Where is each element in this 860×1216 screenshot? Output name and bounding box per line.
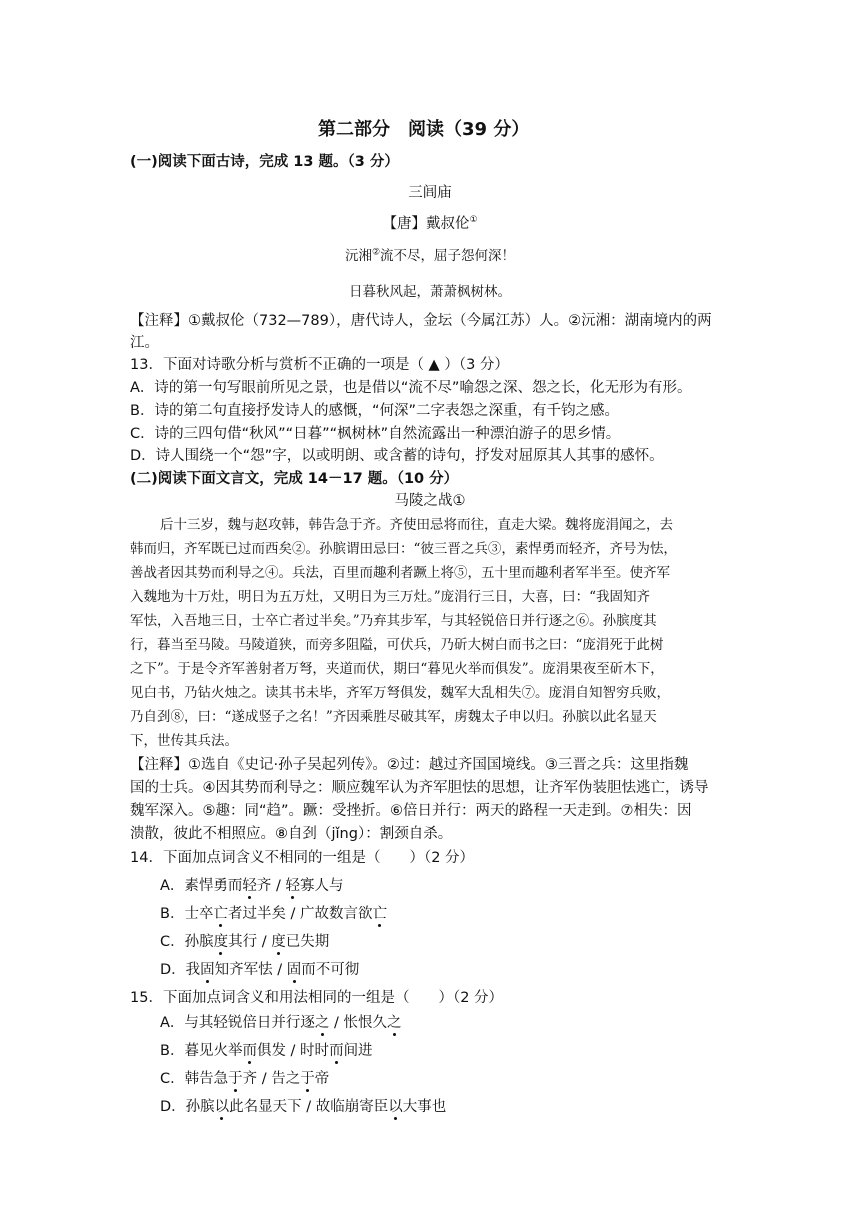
- dotted-word: 而: [242, 1043, 257, 1059]
- q15-option-c: [160, 1069, 329, 1089]
- poem-title: 三闾庙: [408, 185, 452, 201]
- option-text: 知齐军怯 /: [214, 962, 287, 978]
- question-14: 14．下面加点词含义不相同的一组是（ ）（2 分）: [130, 850, 475, 866]
- option-text: 俱发 / 时时: [256, 1043, 330, 1059]
- section-title: 第二部分 阅读（39 分）: [318, 119, 530, 140]
- option-letter: A．: [160, 878, 185, 894]
- option-text: 间进: [343, 1043, 373, 1059]
- dotted-word: 度: [271, 934, 286, 950]
- question-15: 15．下面加点词含义和用法相同的一组是（ ）（2 分）: [130, 990, 504, 1006]
- option-text: 士卒: [184, 906, 214, 922]
- option-text: 韩告急: [184, 1071, 229, 1087]
- q15-option-d: [160, 1097, 446, 1117]
- passage-line: 后十三岁，魏与赵攻韩，韩告急于齐。齐使田忌将而往，直走大梁。魏将庞涓闻之，去: [160, 517, 673, 533]
- option-letter: A．: [160, 1015, 185, 1031]
- poem-line-1-footnote-mark: ②: [371, 247, 381, 258]
- poem-line-2: 日暮秋风起，萧萧枫树林。: [349, 284, 511, 300]
- dotted-word: 之: [314, 1015, 330, 1031]
- question-13: 13．下面对诗歌分析与赏析不正确的一项是（ ▲ ）（3 分）: [130, 357, 509, 373]
- passage-line: 善战者因其势而利导之④。兵法，百里而趣利者蹶上将⑤，五十里而趣利者军半至。使齐军: [130, 565, 670, 581]
- q13-option-a: A．诗的第一句写眼前所见之景，也是借以“流不尽”喻怨之深、怨之长，化无形为有形。: [130, 380, 692, 396]
- dotted-word: 亡: [372, 906, 388, 922]
- dotted-word: 以: [214, 1099, 230, 1115]
- option-letter: C．: [160, 1071, 185, 1087]
- option-text: / 怅恨久: [329, 1015, 388, 1031]
- option-text: 此名显天下 / 故临崩寄臣: [229, 1099, 389, 1115]
- option-text: 已失期: [285, 934, 330, 950]
- option-letter: D．: [160, 1099, 186, 1115]
- dotted-word: 以: [388, 1099, 403, 1115]
- poem-line-1a: 沅湘: [344, 248, 372, 264]
- part1-heading: (一)阅读下面古诗，完成 13 题。（3 分）: [130, 154, 399, 170]
- option-text: 而不可彻: [301, 962, 360, 978]
- part2-heading: (二)阅读下面文言文，完成 14－17 题。（10 分）: [130, 471, 459, 487]
- option-text: 与其轻锐倍日并行逐: [184, 1015, 315, 1031]
- option-letter: C．: [160, 934, 185, 950]
- q14-option-a: [160, 876, 344, 896]
- dotted-word: 亡: [213, 906, 228, 922]
- q15-option-a: [160, 1013, 402, 1033]
- dotted-word: 之: [387, 1015, 402, 1031]
- option-text: 帝: [314, 1071, 330, 1087]
- option-text: 素悍勇而: [184, 878, 243, 894]
- passage-line: 军怯，入吾地三日，士卒亡者过半矣。”乃弃其步军，与其轻锐倍日并行逐之⑥。孙膑度其: [130, 613, 657, 629]
- option-text: 齐 / 告之: [242, 1071, 301, 1087]
- passage-note-line: 国的士兵。④因其势而利导之：顺应魏军认为齐军胆怯的思想，让齐军伪装胆怯逃亡，诱导: [130, 780, 709, 796]
- dotted-word: 固: [200, 962, 215, 978]
- q15-option-b: [160, 1041, 373, 1061]
- passage-line: 之下”。于是令齐军善射者万弩，夹道而伏，期曰“暮见火举而俱发”。庞涓果夜至斫木下，: [130, 661, 664, 677]
- option-text: 我: [185, 962, 201, 978]
- q13-option-d: D．诗人围绕一个“怨”字，以或明朗、或含蓄的诗句，抒发对屈原其人其事的感怀。: [130, 448, 664, 464]
- poem-line-1b: 流不尽，屈子怨何深！: [380, 248, 516, 264]
- passage-line: 下，世传其兵法。: [130, 733, 238, 749]
- passage-note-line: 【注释】①选自《史记·孙子吴起列传》。②过：越过齐国国境线。③三晋之兵：这里指魏: [130, 757, 689, 773]
- option-letter: D．: [160, 962, 186, 978]
- dotted-word: 而: [329, 1043, 344, 1059]
- option-text: 孙膑: [184, 934, 214, 950]
- option-text: 寡人与: [300, 878, 344, 894]
- option-text: 其行 /: [228, 934, 272, 950]
- poem-note-line-1: 【注释】①戴叔伦（732—789），唐代诗人，金坛（今属江苏）人。②沅湘：湖南境内的两: [130, 313, 712, 329]
- dotted-word: 轻: [242, 878, 257, 894]
- dotted-word: 度: [213, 934, 229, 950]
- q13-option-b: B．诗的第二句直接抒发诗人的感慨，“何深”二字表怨之深重，有千钧之感。: [130, 403, 619, 419]
- poem-author: [0, 214, 860, 234]
- passage-line: 见白书，乃钻火烛之。读其书未毕，齐军万弩俱发，魏军大乱相失⑦。庞涓自知智穷兵败，: [130, 685, 670, 701]
- poem-line-1: [0, 246, 860, 266]
- passage-note-line: 溃散，彼此不相照应。⑧自刭（jǐng）：割颈自杀。: [130, 826, 453, 842]
- option-text: 暮见火举: [184, 1043, 243, 1059]
- dotted-word: 轻: [285, 878, 301, 894]
- dotted-word: 固: [286, 962, 302, 978]
- dotted-word: 于: [228, 1071, 243, 1087]
- dotted-word: 于: [300, 1071, 315, 1087]
- option-text: 大事也: [402, 1099, 447, 1115]
- poem-author-footnote-mark: ①: [469, 215, 478, 226]
- option-text: 者过半矣 / 广故数言欲: [227, 906, 373, 922]
- passage-title: 马陵之战①: [394, 493, 466, 509]
- passage-line: 乃自刭⑧，曰：“遂成竖子之名！”齐因乘胜尽破其军，虏魏太子申以归。孙膑以此名显天: [130, 709, 657, 725]
- option-text: 孙膑: [185, 1099, 215, 1115]
- passage-line: 韩而归，齐军既已过而西矣②。孙膑谓田忌曰：“彼三晋之兵③，素悍勇而轻齐，齐号为怯，: [130, 541, 677, 557]
- q14-option-c: [160, 932, 329, 952]
- passage-note-line: 魏军深入。⑤趣：同“趋”。蹶：受挫折。⑥倍日并行：两天的路程一天走到。⑦相失：因: [130, 803, 692, 819]
- q13-option-c: C．诗的三四句借“秋风”“日暮”“枫树林”自然流露出一种漂泊游子的思乡情。: [130, 426, 621, 442]
- option-text: 齐 /: [256, 878, 286, 894]
- q14-option-d: [160, 960, 359, 980]
- option-letter: B．: [160, 906, 185, 922]
- poem-author-text: 【唐】戴叔伦: [382, 216, 470, 232]
- passage-line: 入魏地为十万灶，明日为五万灶，又明日为三万灶。”庞涓行三日，大喜，曰：“我固知齐: [130, 589, 651, 605]
- passage-line: 行，暮当至马陵。马陵道狭，而旁多阻隘，可伏兵，乃斫大树白而书之曰：“庞涓死于此树: [130, 637, 664, 653]
- q14-option-b: [160, 904, 387, 924]
- option-letter: B．: [160, 1043, 185, 1059]
- poem-note-line-2: 江。: [130, 335, 159, 351]
